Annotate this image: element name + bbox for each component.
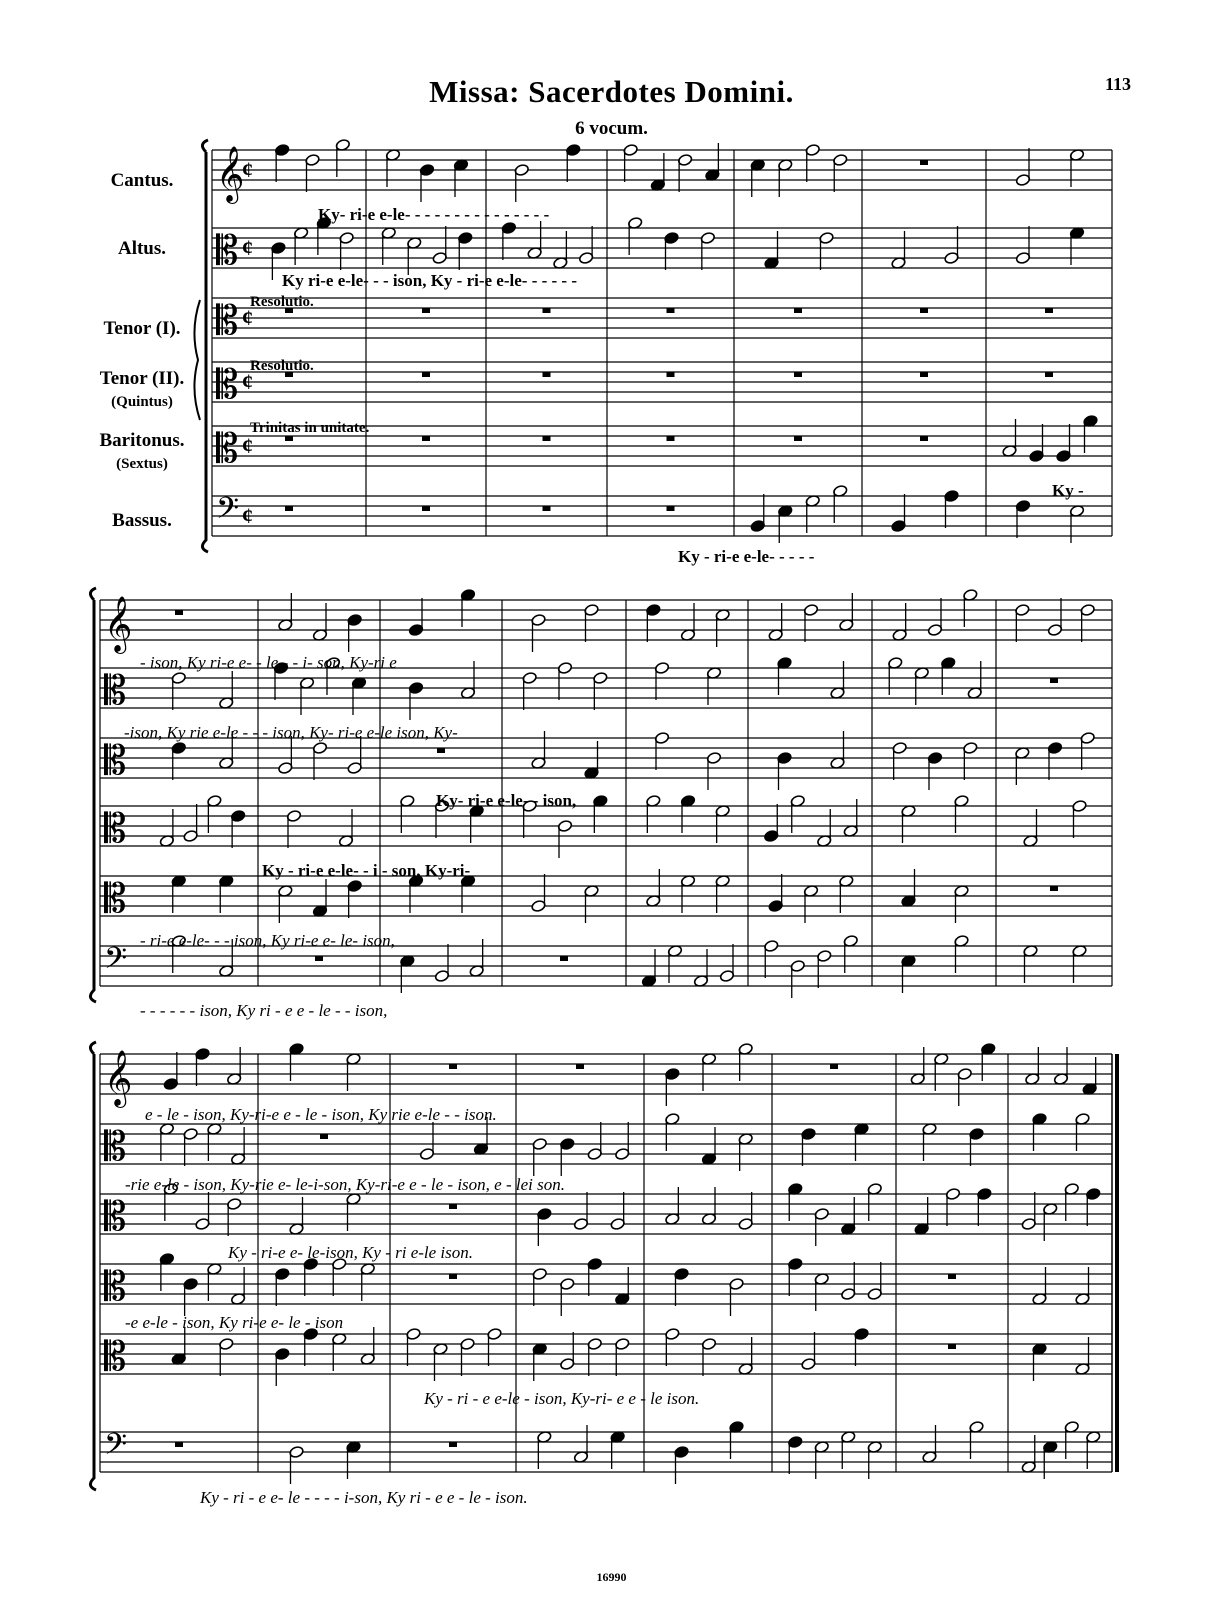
voice-label-baritonus: Baritonus. (Sextus) bbox=[99, 430, 185, 472]
rest bbox=[920, 308, 928, 313]
rest bbox=[543, 506, 551, 511]
rest bbox=[422, 436, 430, 441]
alto-clef: 𝄡 bbox=[104, 1264, 127, 1309]
alto-clef: 𝄡 bbox=[104, 1194, 127, 1239]
rest bbox=[449, 1204, 457, 1209]
rest bbox=[543, 372, 551, 377]
cut-time: ¢ bbox=[242, 305, 253, 330]
rest bbox=[449, 1064, 457, 1069]
cut-time: ¢ bbox=[242, 157, 253, 182]
rest bbox=[830, 1064, 838, 1069]
lyric-s1-bassus: Ky - ri-e e-le- - - - - bbox=[678, 547, 815, 566]
page-number: 113 bbox=[1104, 74, 1131, 94]
rest bbox=[667, 436, 675, 441]
lyric-s2-bassus: - - - - - - ison, Ky ri - e e - le - - ison, bbox=[140, 1001, 388, 1020]
cut-time: ¢ bbox=[242, 433, 253, 458]
treble-clef: 𝄞 bbox=[104, 598, 133, 651]
lyric-s1-baritonus: Ky - bbox=[1052, 481, 1084, 500]
rest bbox=[667, 372, 675, 377]
lyric-s3-tenor-1: Ky - ri-e e- le-ison, Ky - ri e-le ison. bbox=[228, 1243, 474, 1262]
rest bbox=[920, 436, 928, 441]
rest bbox=[315, 956, 323, 961]
rest bbox=[1045, 308, 1053, 313]
direction-trinitas: Trinitas in unitate. bbox=[250, 420, 370, 436]
rest bbox=[667, 308, 675, 313]
alto-clef: 𝄡 bbox=[216, 228, 239, 273]
bass-clef: 𝄢 bbox=[104, 942, 128, 982]
lyric-s1-altus: Ky ri-e e-le- - - ison, Ky - ri-e e-le- - - - - - bbox=[282, 271, 578, 290]
rest bbox=[1050, 886, 1058, 891]
alto-clef: 𝄡 bbox=[104, 738, 127, 783]
rest bbox=[285, 506, 293, 511]
cut-time: ¢ bbox=[242, 503, 253, 528]
alto-clef: 𝄡 bbox=[216, 362, 239, 407]
voice-label-altus: Altus. bbox=[117, 238, 167, 259]
rest bbox=[422, 372, 430, 377]
rest bbox=[543, 308, 551, 313]
rest bbox=[449, 1274, 457, 1279]
alto-clef: 𝄡 bbox=[104, 806, 127, 851]
rest bbox=[794, 436, 802, 441]
voice-label-tenor-1: Tenor (I). bbox=[103, 318, 181, 339]
rest bbox=[920, 372, 928, 377]
page-title: Missa: Sacerdotes Domini. bbox=[429, 74, 794, 109]
bass-clef: 𝄢 bbox=[104, 1428, 128, 1468]
alto-clef: 𝄡 bbox=[216, 298, 239, 343]
voice-sublabel-quintus: (Quintus) bbox=[111, 394, 173, 410]
lyric-s2-tenor-2: Ky - ri-e e-le- - i - son, Ky-ri- bbox=[262, 861, 471, 880]
lyric-s3-tenor-2: -e e-le - ison, Ky ri-e e- le - ison bbox=[125, 1313, 344, 1332]
system-bracket bbox=[202, 140, 208, 552]
lyrics bbox=[124, 205, 1084, 1507]
clefs bbox=[104, 147, 253, 1468]
alto-clef: 𝄡 bbox=[104, 1124, 127, 1169]
lyric-s3-bassus: Ky - ri - e e- le - - - - i-son, Ky ri - e e - le - ison. bbox=[200, 1488, 528, 1507]
direction-resolutio-2: Resolutio. bbox=[250, 358, 314, 374]
rest bbox=[576, 1064, 584, 1069]
tenor-brace bbox=[194, 300, 200, 420]
rest bbox=[175, 610, 183, 615]
alto-clef: 𝄡 bbox=[104, 668, 127, 713]
rest bbox=[543, 436, 551, 441]
rest bbox=[1045, 372, 1053, 377]
treble-clef: 𝄞 bbox=[216, 148, 245, 201]
alto-clef: 𝄡 bbox=[216, 426, 239, 471]
lyric-s3-cantus: e - le - ison, Ky-ri-e e - le - ison, Ky rie e-le - - ison. bbox=[145, 1105, 497, 1124]
alto-clef: 𝄡 bbox=[104, 876, 127, 921]
rest bbox=[1050, 678, 1058, 683]
direction-resolutio-1: Resolutio. bbox=[250, 294, 314, 310]
alto-clef: 𝄡 bbox=[104, 1334, 127, 1379]
rest bbox=[175, 1442, 183, 1447]
lyric-s2-cantus: - ison, Ky ri-e e- - le - - i- son, Ky-ri e bbox=[140, 653, 397, 672]
rest bbox=[320, 1134, 328, 1139]
rest bbox=[449, 1442, 457, 1447]
rest bbox=[794, 372, 802, 377]
lyric-s2-tenor-1: Ky- ri-e e-le- - ison, bbox=[436, 791, 577, 810]
lyric-s3-altus: -rie e-le - ison, Ky-rie e- le-i-son, Ky-ri-e e - le - ison, e - lei son. bbox=[125, 1175, 565, 1194]
notes bbox=[159, 138, 1101, 1484]
rest bbox=[422, 308, 430, 313]
system-bracket bbox=[90, 588, 96, 1002]
rest bbox=[794, 308, 802, 313]
rest bbox=[285, 436, 293, 441]
rest bbox=[437, 748, 445, 753]
page-subtitle: 6 vocum. bbox=[575, 118, 648, 139]
rest bbox=[667, 506, 675, 511]
voice-label-cantus: Cantus. bbox=[110, 170, 174, 191]
plate-number: 16990 bbox=[596, 1570, 627, 1584]
cut-time: ¢ bbox=[242, 235, 253, 260]
treble-clef: 𝄞 bbox=[104, 1052, 133, 1105]
system-bracket bbox=[90, 1042, 96, 1490]
lyric-s3-baritonus: Ky - ri - e e-le - ison, Ky-ri- e e - le ison. bbox=[424, 1389, 700, 1408]
voice-sublabel-sextus: (Sextus) bbox=[116, 456, 168, 472]
rest bbox=[948, 1344, 956, 1349]
rest bbox=[422, 506, 430, 511]
lyric-s2-altus: -ison, Ky rie e-le - - - ison, Ky- ri-e e-le ison, Ky- bbox=[124, 723, 458, 742]
voice-label-tenor-2: Tenor (II). (Quintus) bbox=[99, 368, 185, 410]
rest bbox=[560, 956, 568, 961]
voice-label-bassus: Bassus. bbox=[112, 510, 172, 531]
rest bbox=[920, 160, 928, 165]
rest bbox=[948, 1274, 956, 1279]
bass-clef: 𝄢 bbox=[216, 492, 240, 532]
lyric-s1-cantus: Ky- ri-e e-le- - - - - - - - - - - - - - - bbox=[318, 205, 550, 224]
lyric-s2-baritonus: - ri-e e-le- - - ison, Ky ri-e e- le- ison, bbox=[140, 931, 395, 950]
staff-lines bbox=[100, 150, 1112, 1472]
cut-time: ¢ bbox=[242, 369, 253, 394]
